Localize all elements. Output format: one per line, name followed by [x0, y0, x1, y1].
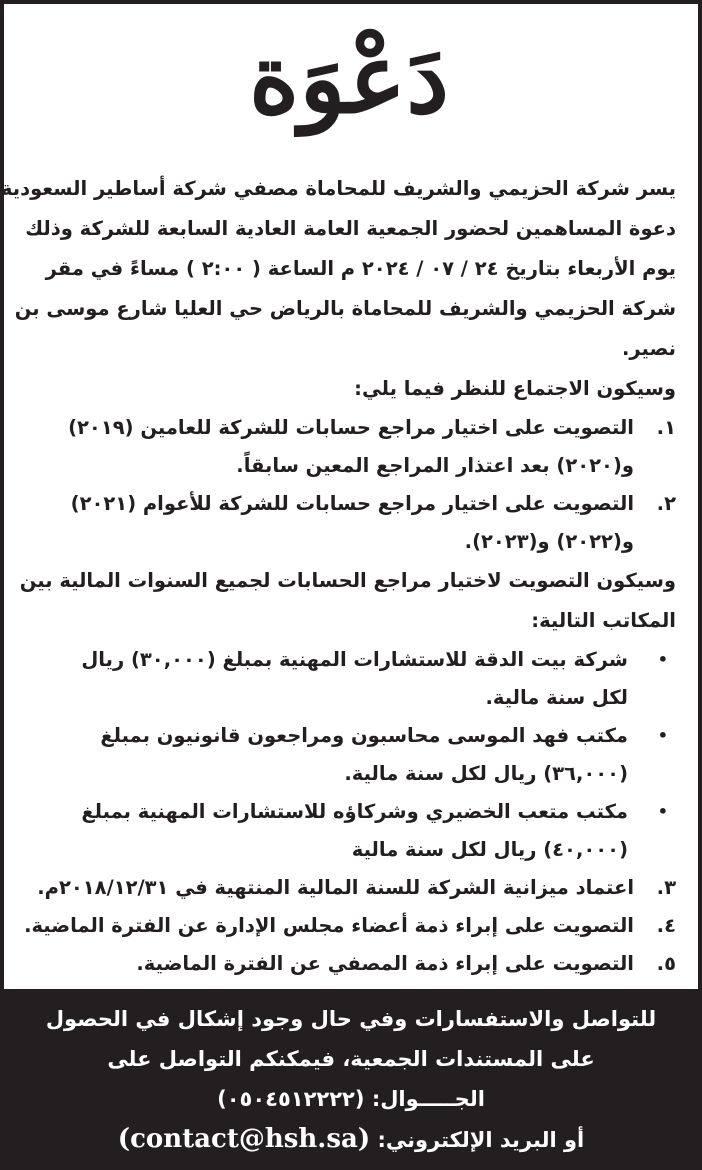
- office-text: مكتب فهد الموسى محاسبون ومراجعون قانونيون بمبلغ: [100, 724, 628, 747]
- agenda-number: ٤.: [656, 914, 676, 937]
- agenda-text: و(٢٠٢٢) و(٢٠٢٣).: [464, 530, 634, 553]
- footer-line: على المستندات الجمعية، فيمكنكم التواصل على: [107, 1047, 595, 1071]
- office-item-2: [22, 717, 676, 793]
- email-address[interactable]: (contact@hsh.sa): [117, 1124, 371, 1154]
- intro-line: نصير.: [621, 337, 676, 360]
- ad-body: [0, 4, 698, 989]
- agenda-text: التصويت على إبراء ذمة أعضاء مجلس الإدارة عن الفترة الماضية.: [24, 914, 634, 937]
- intro-line: يسر شركة الحزيمي والشريف للمحاماة مصفي شركة أساطير السعودية: [0, 177, 676, 200]
- office-text: شركة بيت الدقة للاستشارات المهنية بمبلغ (٣٠,٠٠٠) ريال: [81, 648, 628, 671]
- email-label: أو البريد الإلكتروني:: [377, 1128, 585, 1152]
- ad-title: دَعْوَة: [249, 22, 449, 135]
- contact-footer: [4, 989, 698, 1160]
- agenda-text: و(٢٠٢٠) بعد اعتذار المراجع المعين سابقاً.: [236, 454, 634, 477]
- agenda-item-2: [22, 485, 676, 561]
- offices-intro-line: المكاتب التالية:: [531, 609, 676, 632]
- intro-line: يوم الأربعاء بتاريخ ٢٤ / ٠٧ / ٢٠٢٤ م الساعة ( ٢:٠٠ ) مساءً في مقر: [45, 257, 676, 280]
- agenda-number: ٣.: [656, 876, 676, 899]
- offices-intro: [19, 561, 676, 641]
- office-text: لكل سنة مالية.: [485, 686, 628, 709]
- bullet-icon: •: [657, 650, 668, 669]
- agenda-text: التصويت على اختيار مراجع حسابات للشركة للعامين (٢٠١٩): [68, 416, 634, 439]
- agenda-number: ٥.: [656, 952, 676, 975]
- agenda-item-1: [22, 409, 676, 485]
- mobile-number[interactable]: (٠٥٠٤٥١٢٢٢٢): [217, 1087, 365, 1111]
- office-item-1: [22, 641, 676, 717]
- intro-line: دعوة المساهمين لحضور الجمعية العامة العادية السابعة للشركة وذلك: [25, 217, 676, 240]
- email-row: [4, 1119, 698, 1160]
- intro-paragraph: [0, 169, 676, 409]
- mobile-row: [4, 1079, 698, 1119]
- footer-line: للتواصل والاستفسارات وفي حال وجود إشكال في الحصول: [45, 1007, 657, 1031]
- office-text: (٣٦,٠٠٠) ريال لكل سنة مالية.: [344, 762, 628, 785]
- agenda-item-3: [22, 869, 676, 907]
- agenda-number: ٢.: [656, 492, 676, 515]
- agenda-text: التصويت على اختيار مراجع حسابات للشركة للأعوام (٢٠٢١): [70, 492, 634, 515]
- agenda-intro: وسيكون الاجتماع للنظر فيما يلي:: [354, 377, 676, 400]
- office-item-3: [22, 793, 676, 869]
- offices-intro-line: وسيكون التصويت لاختيار مراجع الحسابات لجميع السنوات المالية بين: [19, 569, 676, 592]
- bullet-icon: •: [657, 802, 668, 821]
- office-text: مكتب متعب الخضيري وشركاؤه للاستشارات المهنية بمبلغ: [81, 800, 628, 823]
- agenda-item-4: [22, 907, 676, 945]
- intro-line: شركة الحزيمي والشريف للمحاماة بالرياض حي العليا شارع موسى بن: [14, 297, 676, 320]
- agenda-item-5: [22, 945, 676, 983]
- mobile-label: الجـــــوال:: [371, 1087, 485, 1111]
- agenda-text: اعتماد ميزانية الشركة للسنة المالية المنتهية في ٢٠١٨/١٢/٣١م.: [37, 876, 634, 899]
- agenda-number: ١.: [656, 416, 676, 439]
- office-text: (٤٠,٠٠٠) ريال لكل سنة مالية: [351, 838, 628, 861]
- bullet-icon: •: [657, 726, 668, 745]
- agenda-text: التصويت على إبراء ذمة المصفي عن الفترة الماضية.: [136, 952, 634, 975]
